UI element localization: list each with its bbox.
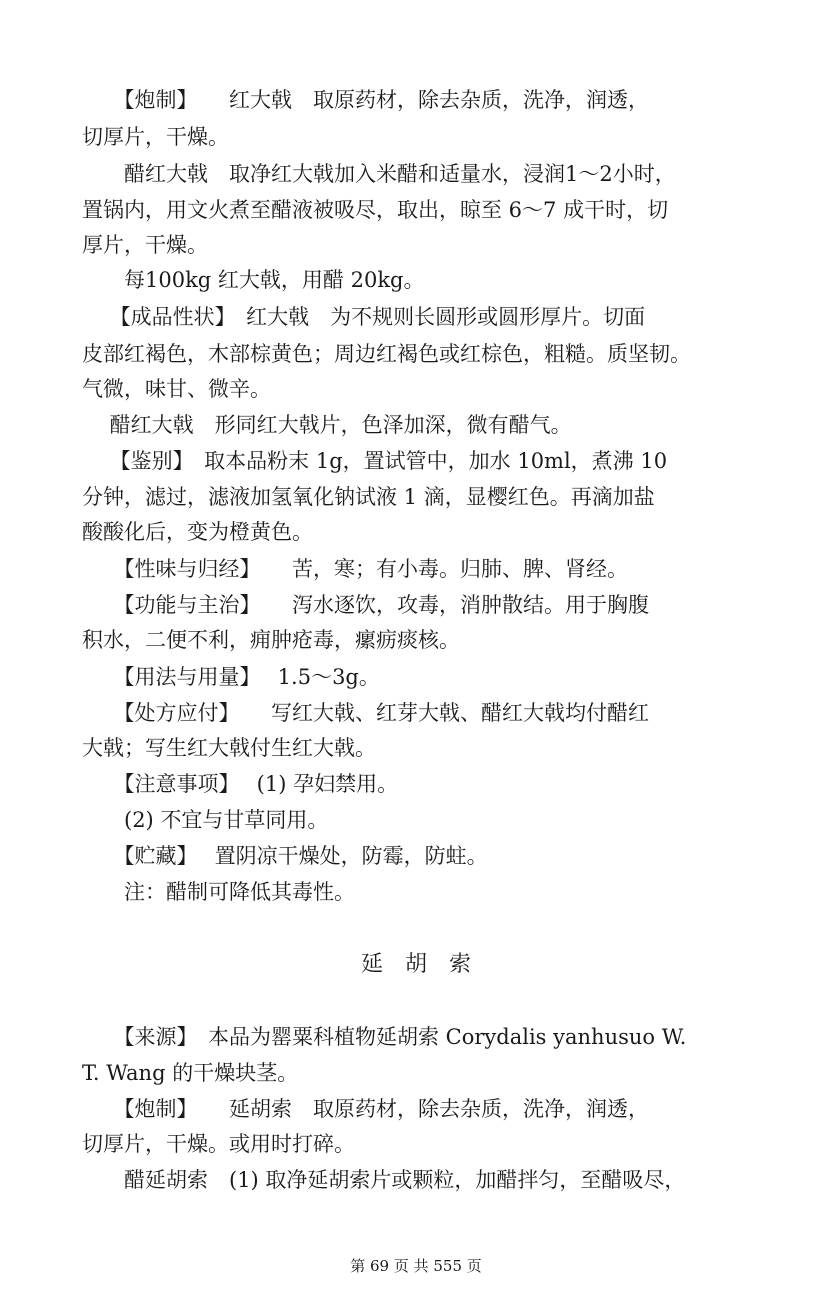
text-line: 【用法与用量】 1.5～3g。 bbox=[82, 665, 380, 689]
text-line: T. Wang 的干燥块茎。 bbox=[82, 1061, 299, 1085]
text-line: 酸酸化后，变为橙黄色。 bbox=[82, 520, 313, 544]
text-line: 醋红大戟 形同红大戟片，色泽加深，微有醋气。 bbox=[82, 413, 572, 437]
text-line: 置锅内，用文火煮至醋液被吸尽，取出，晾至 6～7 成干时，切 bbox=[82, 198, 669, 222]
text-line: 【性味与归经】 苦，寒；有小毒。归肺、脾、肾经。 bbox=[82, 557, 628, 581]
text-line: 【炮制】 延胡索 取原药材，除去杂质，洗净，润透， bbox=[82, 1097, 649, 1121]
text-line: 醋延胡索 (1) 取净延胡索片或颗粒，加醋拌匀，至醋吸尽， bbox=[82, 1168, 686, 1192]
page-footer: 第 69 页 共 555 页 bbox=[350, 1257, 482, 1275]
text-line: 气微，味甘、微辛。 bbox=[82, 377, 271, 401]
text-line: 大戟；写生红大戟付生红大戟。 bbox=[82, 736, 376, 760]
text-line: 注：醋制可降低其毒性。 bbox=[82, 880, 355, 904]
text-line: 切厚片，干燥。或用时打碎。 bbox=[82, 1132, 355, 1156]
text-line: 【成品性状】 红大戟 为不规则长圆形或圆形厚片。切面 bbox=[82, 305, 646, 329]
section-title: 延 胡 索 bbox=[360, 952, 471, 977]
text-line: 皮部红褐色，木部棕黄色；周边红褐色或红棕色，粗糙。质坚韧。 bbox=[82, 342, 691, 366]
text-line: (2) 不宜与甘草同用。 bbox=[82, 808, 329, 832]
text-line: 醋红大戟 取净红大戟加入米醋和适量水，浸润1～2小时， bbox=[82, 162, 676, 186]
text-line: 厚片，干燥。 bbox=[82, 233, 208, 257]
text-line: 每100kg 红大戟，用醋 20kg。 bbox=[82, 268, 425, 292]
text-line: 积水，二便不利，痈肿疮毒，瘰疬痰核。 bbox=[82, 628, 460, 652]
text-line: 分钟，滤过，滤液加氢氧化钠试液 1 滴，显樱红色。再滴加盐 bbox=[82, 485, 655, 509]
text-line: 【处方应付】 写红大戟、红芽大戟、醋红大戟均付醋红 bbox=[82, 701, 649, 725]
text-line: 切厚片，干燥。 bbox=[82, 125, 229, 149]
text-line: 【贮藏】 置阴凉干燥处，防霉，防蛀。 bbox=[82, 844, 488, 868]
text-line: 【鉴别】 取本品粉末 1g，置试管中，加水 10ml，煮沸 10 bbox=[82, 449, 668, 473]
text-line: 【来源】 本品为罂粟科植物延胡索 Corydalis yanhusuo W. bbox=[82, 1025, 687, 1049]
text-line: 【炮制】 红大戟 取原药材，除去杂质，洗净，润透， bbox=[82, 88, 649, 112]
text-line: 【注意事项】 (1) 孕妇禁用。 bbox=[82, 772, 399, 796]
text-line: 【功能与主治】 泻水逐饮，攻毒，消肿散结。用于胸腹 bbox=[82, 593, 649, 617]
